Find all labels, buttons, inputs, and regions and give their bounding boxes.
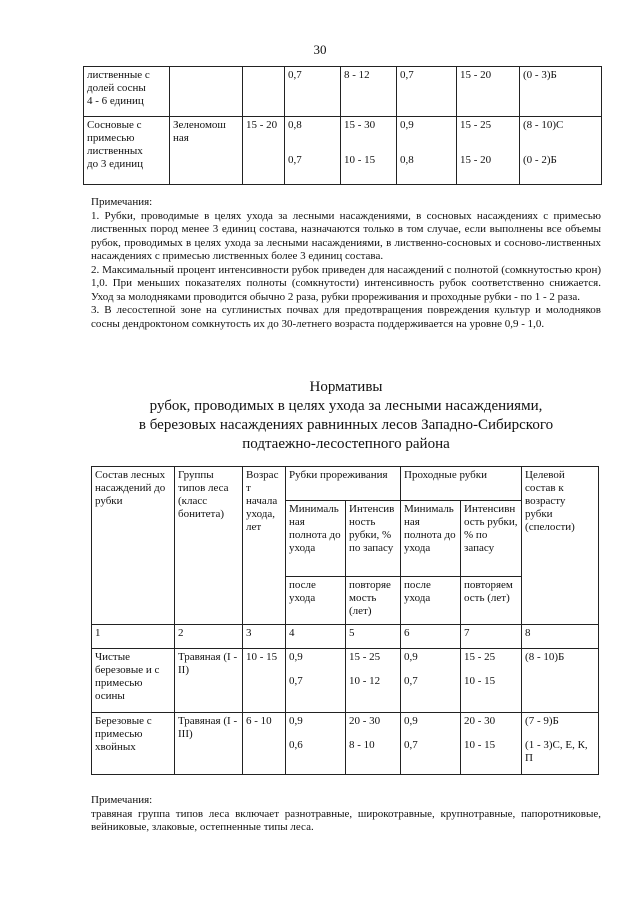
value-cell: 0,9 0,8 xyxy=(397,117,457,185)
value-cell: (0 - 3)Б xyxy=(520,67,602,117)
value-cell: 0,7 xyxy=(397,67,457,117)
column-number: 1 xyxy=(92,625,175,649)
continued-table xyxy=(83,66,602,185)
forest-type-cell: Зеленомош ная xyxy=(170,117,243,185)
value-cell: (7 - 9)Б (1 - 3)С, Е, К, П xyxy=(522,713,599,775)
header-thinning: Рубки прореживания xyxy=(286,467,401,501)
header-target: Целевой состав к возрасту рубки (спелости) xyxy=(522,467,599,625)
standards-table xyxy=(91,466,599,775)
notes-title: Примечания: xyxy=(91,794,153,806)
column-number: 2 xyxy=(175,625,243,649)
heading-line: подтаежно-лесостепного района xyxy=(242,436,450,452)
notes-block xyxy=(91,196,601,331)
value-cell: 0,9 0,7 xyxy=(286,649,346,713)
header-min-density: Минимальная полнота до ухода xyxy=(401,501,461,577)
value-cell: 0,7 xyxy=(285,67,341,117)
column-number: 7 xyxy=(461,625,522,649)
header-intensity: Интенсивность рубки, % по запасу xyxy=(461,501,522,577)
composition-cell: Сосновые с примесью лиственных до 3 единиц xyxy=(84,117,170,185)
header-composition: Состав лесных насаждений до рубки xyxy=(92,467,175,625)
header-row xyxy=(92,467,599,501)
composition-cell: лиственные с долей сосны 4 - 6 единиц xyxy=(84,67,170,117)
notes-block xyxy=(91,794,601,835)
value-cell: (8 - 10)С (0 - 2)Б xyxy=(520,117,602,185)
note-item: 1. Рубки, проводимые в целях ухода за лесными насаждениями, в сосновых насаждениях с примесью лиственных пород менее 3 единиц состава, назначаются только в том случае, если выполнены все объемы рубок, проводимых в целях ухода за лесными насаждениями, в лиственно-сосновых и сосново-лиственных насаждениях с примесью лиственных более 3 единиц состава. xyxy=(91,209,601,262)
table-row xyxy=(84,67,602,117)
age-cell: 6 - 10 xyxy=(243,713,286,775)
note-item: 3. В лесостепной зоне на суглинистых почвах для предотвращения повреждения культур и молодняков сосны дендроктоном сомкнутость их до 30-летнего возраста поддерживается на уровне 0,9 - 1,0. xyxy=(91,304,601,330)
age-cell xyxy=(243,67,285,117)
header-min-density: Минимальная полнота до ухода xyxy=(286,501,346,577)
note-item: травяная группа типов леса включает разнотравные, широкотравные, крупнотравные, папоротниковые, вейниковые, злаковые, остепненные типы леса. xyxy=(91,807,601,833)
age-cell: 10 - 15 xyxy=(243,649,286,713)
value-cell: 15 - 20 xyxy=(457,67,520,117)
value-cell: 20 - 30 8 - 10 xyxy=(346,713,401,775)
value-cell: 15 - 25 10 - 15 xyxy=(461,649,522,713)
value-cell: 15 - 25 10 - 12 xyxy=(346,649,401,713)
heading-line: рубок, проводимых в целях ухода за лесными насаждениями, xyxy=(149,398,543,414)
page-number: 30 xyxy=(313,42,327,57)
header-forest-types: Группы типов леса (класс бонитета) xyxy=(175,467,243,625)
header-age-start: Возраст начала ухода, лет xyxy=(243,467,286,625)
composition-cell: Березовые с примесью хвойных xyxy=(92,713,175,775)
value-cell: 0,8 0,7 xyxy=(285,117,341,185)
table-row xyxy=(84,117,602,185)
notes-title: Примечания: xyxy=(91,196,153,208)
column-number: 5 xyxy=(346,625,401,649)
heading-line: Нормативы xyxy=(309,379,383,395)
value-cell: 15 - 30 10 - 15 xyxy=(341,117,397,185)
heading-line: в березовых насаждениях равнинных лесов Западно-Сибирского xyxy=(138,417,554,433)
header-intensity: Интенсивность рубки, % по запасу xyxy=(346,501,401,577)
value-cell: 8 - 12 xyxy=(341,67,397,117)
value-cell: (8 - 10)Б xyxy=(522,649,599,713)
header-passage: Проходные рубки xyxy=(401,467,522,501)
forest-type-cell: Травяная (I - II) xyxy=(175,649,243,713)
column-number: 4 xyxy=(286,625,346,649)
column-number: 3 xyxy=(243,625,286,649)
column-number-row xyxy=(92,625,599,649)
value-cell: 0,9 0,7 xyxy=(401,713,461,775)
header-repeat: повторяемость (лет) xyxy=(346,577,401,625)
value-cell: 20 - 30 10 - 15 xyxy=(461,713,522,775)
value-cell: 0,9 0,7 xyxy=(401,649,461,713)
column-number: 8 xyxy=(522,625,599,649)
header-after: после ухода xyxy=(401,577,461,625)
column-number: 6 xyxy=(401,625,461,649)
table-row xyxy=(92,649,599,713)
age-cell: 15 - 20 xyxy=(243,117,285,185)
header-repeat: повторяемость (лет) xyxy=(461,577,522,625)
table-row xyxy=(92,713,599,775)
value-cell: 15 - 25 15 - 20 xyxy=(457,117,520,185)
section-heading xyxy=(91,378,601,454)
forest-type-cell: Травяная (I - III) xyxy=(175,713,243,775)
composition-cell: Чистые березовые и с примесью осины xyxy=(92,649,175,713)
value-cell: 0,9 0,6 xyxy=(286,713,346,775)
forest-type-cell xyxy=(170,67,243,117)
note-item: 2. Максимальный процент интенсивности рубок приведен для насаждений с полнотой (сомкнутостью крон) 1,0. При меньших показателях полноты (сомкнутости) интенсивность рубок соответственно снижается. Уход за молодняками проводится обычно 2 раза, рубки прореживания и проходные рубки - по 1 - 2 раза. xyxy=(91,263,601,303)
header-after: после ухода xyxy=(286,577,346,625)
